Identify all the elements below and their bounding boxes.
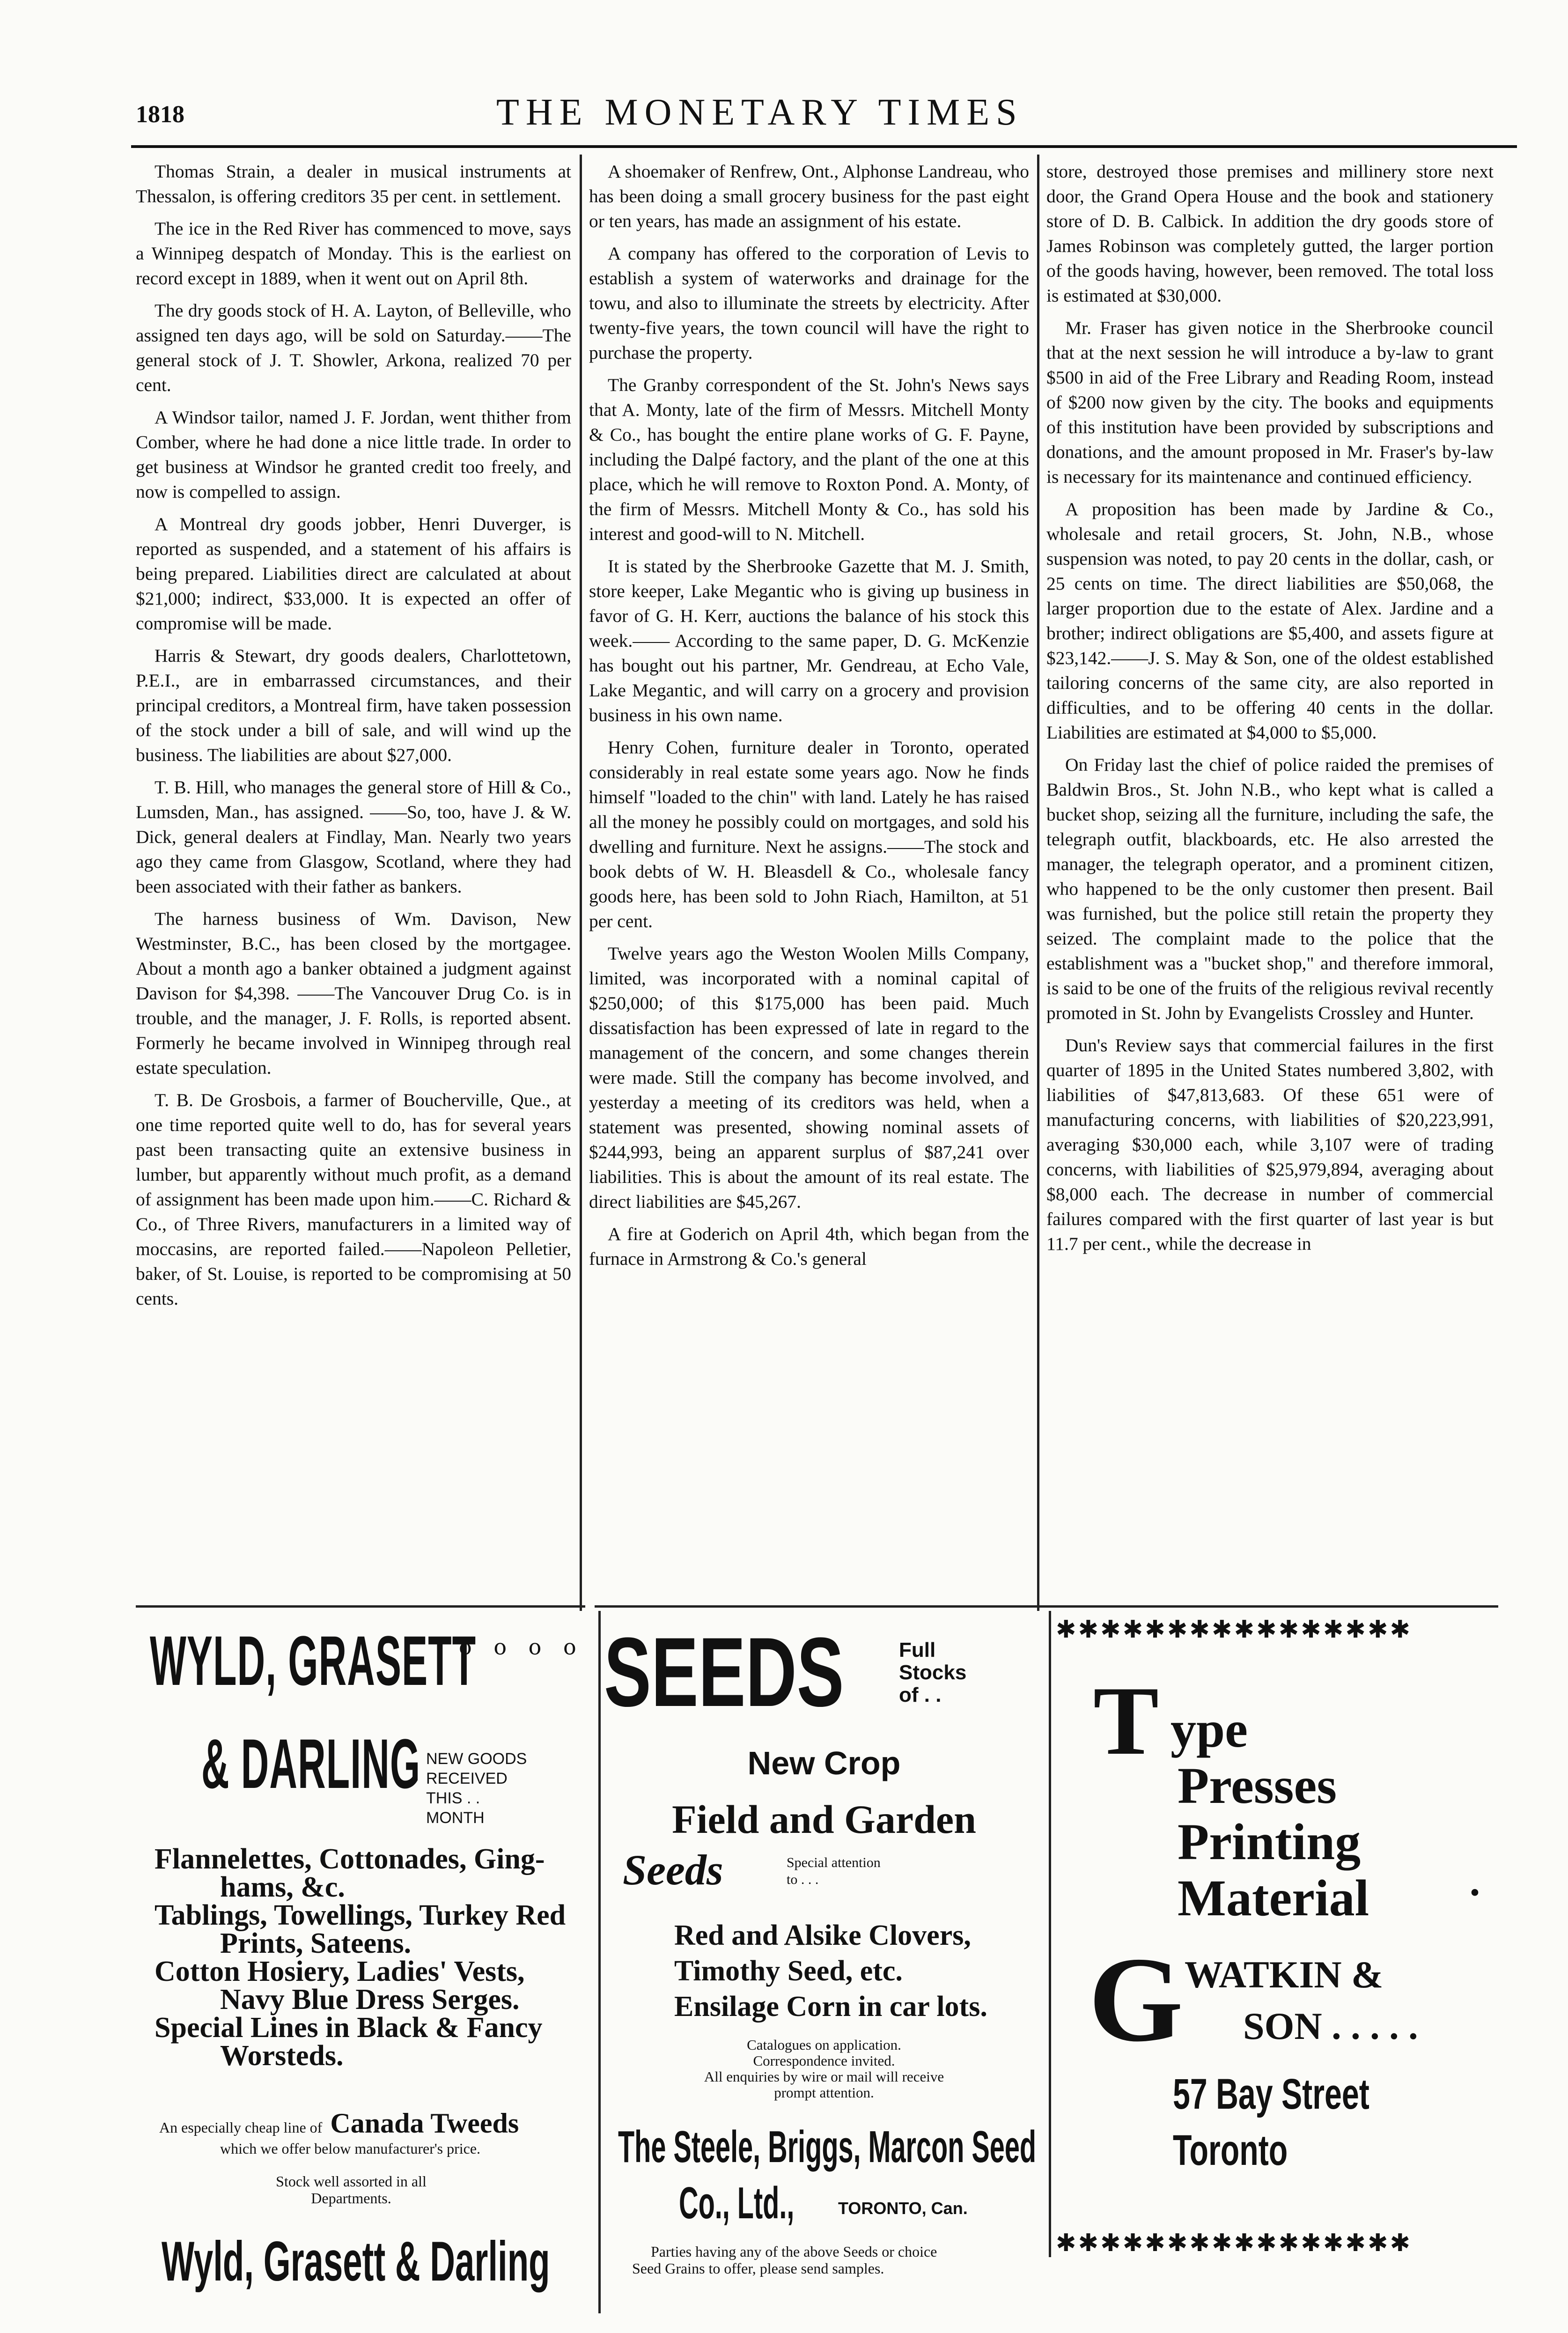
masthead-title: THE MONETARY TIMES xyxy=(496,92,1023,133)
goods-line: Worsteds. xyxy=(220,2040,344,2072)
gwatkin-name: WATKIN & xyxy=(1185,1953,1384,1996)
footer-line: Seed Grains to offer, please send samples. xyxy=(632,2260,884,2277)
printing-word: Printing xyxy=(1178,1813,1361,1870)
seeds-subheading xyxy=(623,1845,723,1895)
news-item: T. B. De Grosbois, a farmer of Boucherville, Que., at one time reported quite well to do, has for several years past been transacting quite an extensive business in lumber, but apparently without much profit, as a demand of assignment has been made upon him.——C. Richard & Co., of Three Rivers, manufacturers in a limited way of moccasins, are reported failed.——Napoleon Pelletier, baker, of St. Louise, is reported to be compromising at 50 cents. xyxy=(136,1090,571,1309)
seeds-heading: SEEDS xyxy=(604,1617,844,1727)
ornament: o o o o xyxy=(459,1634,584,1660)
news-item: Twelve years ago the Weston Woolen Mills Company, limited, was incorporated with a nominal capital of $250,000; of this $175,000 has been paid. Much dissatisfaction has been expressed of late in regard to the management of the concern, and some changes therein were made. Still the company has become involved, and yesterday a meeting of its creditors was held, when a statement was presented, showing nominal assets of $244,993, being an apparent surplus of $87,241 over liabilities. This is about the amount of its real estate. The direct liabilities are $45,267. xyxy=(589,943,1029,1212)
goods-line: Tablings, Towellings, Turkey Red xyxy=(155,1899,566,1931)
seeds-word: Seeds xyxy=(623,1846,723,1894)
goods-line: Cotton Hosiery, Ladies' Vests, xyxy=(155,1956,525,1987)
full-stocks-line: Stocks xyxy=(899,1661,967,1684)
catalogue-line: All enquiries by wire or mail will receive xyxy=(704,2068,944,2085)
news-item: The Granby correspondent of the St. John's News says that A. Monty, late of the firm of Messrs. Mitchell Monty & Co., has bought the entire plane works of G. F. Payne, including the Dalpé factory, and the plant of the one at this place, which he will remove to Roxton Pond. A. Monty, of the firm of Messrs. Mitchell Monty & Co., has sold his interest and good-will to N. Mitchell. xyxy=(589,375,1029,544)
company-name: The Steele, Briggs, Marcon Seed xyxy=(618,2122,1037,2172)
catalogue-note xyxy=(604,2037,1044,2101)
material-word: Material xyxy=(1178,1869,1369,1927)
catalogue-line: Catalogues on application. xyxy=(747,2037,901,2053)
column-divider xyxy=(580,155,582,1611)
price-note: which we offer below manufacturer's price. xyxy=(220,2140,481,2157)
new-goods-notice xyxy=(426,1749,527,1828)
full-stocks-line: Full xyxy=(899,1639,936,1661)
signature-text: Wyld, Grasett & Darling xyxy=(162,2230,550,2293)
street-address: 57 Bay Street xyxy=(1173,2070,1369,2118)
news-item: Thomas Strain, a dealer in musical instruments at Thessalon, is offering creditors 35 per cent. in settlement. xyxy=(136,161,571,207)
goods-line: Flannelettes, Cottonades, Ging- xyxy=(155,1843,545,1875)
news-item: It is stated by the Sherbrooke Gazette that M. J. Smith, store keeper, Lake Megantic who is giving up business in favor of G. H. Kerr, auctions the balance of his stock this week.—— According to the same paper, D. G. McKenzie has bought out his partner, Mr. Gendreau, at Echo Vale, Lake Megantic, and will carry on a grocery and provision business in his own name. xyxy=(589,556,1029,725)
ad-divider xyxy=(598,1611,601,2313)
field-and-garden: Field and Garden xyxy=(672,1797,976,1842)
gwatkin-son-ad xyxy=(1056,1616,1498,2271)
cheap-prefix: An especially cheap line of xyxy=(159,2119,323,2136)
news-item: Henry Cohen, furniture dealer in Toronto, operated considerably in real estate some years ago. Now he finds himself "loaded to the chin" with land. Lately he has raised all the money he possibly could on mortgages, and sold his dwelling and furniture. Next he assigns.——The stock and book debts of W. H. Bleasdell & Co., wholesale fancy goods here, has been sold to John Riach, Hamilton, at 51 per cent. xyxy=(589,737,1029,931)
full-stocks-line: of . . xyxy=(899,1683,942,1706)
news-item: A company has offered to the corporation of Levis to establish a system of waterworks and drainage for the towu, and also to illuminate the streets by electricity. After twenty-five years, the town council will have the right to purchase the property. xyxy=(589,243,1029,363)
goods-line: Special Lines in Black & Fancy xyxy=(155,2012,543,2044)
header-rule xyxy=(131,145,1517,148)
news-item: The dry goods stock of H. A. Layton, of Belleville, who assigned ten days ago, will be sold on Saturday.——The general stock of J. T. Showler, Arkona, realized 70 per cent. xyxy=(136,300,571,395)
bullet: · xyxy=(1468,1869,1482,1916)
goods-list xyxy=(155,1845,566,2070)
seed-item: Timothy Seed, etc. xyxy=(674,1955,903,1987)
news-item: Dun's Review says that commercial failures in the first quarter of 1895 in the United States numbered 3,802, with liabilities of $47,813,683. Of these 651 were of manufacturing concerns, with liabilities of $20,223,991, averaging $30,000 each, while 3,107 were of trading concerns, with liabilities of $25,979,894, averaging about $8,000 each. The decrease in number of commercial failures compared with the first quarter of last year is but 11.7 per cent., while the decrease in xyxy=(1046,1035,1494,1254)
catalogue-line: prompt attention. xyxy=(774,2084,874,2101)
stock-line: Stock well assorted in all xyxy=(276,2173,427,2190)
article-column-3 xyxy=(1046,159,1494,1264)
news-item: On Friday last the chief of police raided the premises of Baldwin Bros., St. John N.B., who kept what is called a bucket shop, seizing all the furniture, including the safe, the telegraph outfit, blackboards, etc. He also arrested the manager, the telegraph operator, and a prominent citizen, who happened to be the only customer then present. Bail was furnished, but the police still retain the property they seized. The complaint made to the police that the establishment was a "bucket shop," and therefore immoral, is said to be one of the fruits of the religious revival recently promoted in St. John by Evangelists Crossley and Hunter. xyxy=(1046,754,1494,1023)
seed-items xyxy=(674,1918,987,2024)
ornament-border-top: ✱✱✱✱✱✱✱✱✱✱✱✱✱✱✱✱ xyxy=(1056,1616,1413,1644)
news-item: Mr. Fraser has given notice in the Sherbrooke council that at the next session he will introduce a by-law to grant $500 in aid of the Free Library and Reading Room, instead of $200 now given by the city. The books and equipments of this institution have been provided by subscriptions and donations, and the amount proposed in Mr. Fraser's by-law is necessary for its maintenance and continued efficiency. xyxy=(1046,317,1494,487)
catalogue-line: Correspondence invited. xyxy=(753,2052,895,2069)
company-city: TORONTO, Can. xyxy=(838,2199,968,2218)
news-item: A Windsor tailor, named J. F. Jordan, went thither from Comber, where he had done a nice little trade. In order to get business at Windsor he granted credit too freely, and now is compelled to assign. xyxy=(136,407,571,502)
notice-line: MONTH xyxy=(426,1809,485,1827)
news-item: The ice in the Red River has commenced to move, says a Winnipeg despatch of Monday. This is the earliest on record except in 1889, when it went out on April 8th. xyxy=(136,218,571,288)
notice-line: RECEIVED xyxy=(426,1770,508,1787)
seed-item: Red and Alsike Clovers, xyxy=(674,1920,971,1951)
ad-top-rule xyxy=(136,1605,585,1608)
city-name: Toronto xyxy=(1173,2126,1288,2174)
goods-line: hams, &c. xyxy=(220,1871,345,1903)
son-name: SON . . . . . xyxy=(1243,2005,1418,2047)
type-initial: T xyxy=(1093,1667,1159,1775)
full-stocks xyxy=(899,1639,966,1706)
ad-top-rule xyxy=(1049,1605,1498,1608)
news-item: A Montreal dry goods jobber, Henri Duverger, is reported as suspended, and a statement of his affairs is being prepared. Liabilities direct are calculated at about $21,000; indirect, $33,000. It is expected an offer of compromise will be made. xyxy=(136,514,571,634)
stock-line: Departments. xyxy=(311,2190,391,2207)
footer-line: Parties having any of the above Seeds or choice xyxy=(651,2243,937,2260)
page-header xyxy=(131,87,1517,138)
special-line: Special attention xyxy=(787,1855,881,1870)
seed-item: Ensilage Corn in car lots. xyxy=(674,1991,987,2023)
seeds-footer xyxy=(632,2243,937,2277)
ad-top-rule xyxy=(595,1605,1058,1608)
canada-tweeds: Canada Tweeds xyxy=(330,2108,519,2139)
new-crop: New Crop xyxy=(747,1745,901,1781)
seeds-title xyxy=(604,1616,937,1729)
type-word: ype xyxy=(1170,1701,1248,1758)
news-item: T. B. Hill, who manages the general store of Hill & Co., Lumsden, Man., has assigned. ——So, too, have J. & W. Dick, general dealers at Findlay, Man. Nearly two years ago they came from Glasgow, Scotland, where they had been associated with their father as bankers. xyxy=(136,777,571,897)
ad-heading: WYLD, GRASETT xyxy=(150,1621,477,1700)
notice-line: THIS . . xyxy=(426,1789,480,1807)
special-attention xyxy=(787,1854,881,1888)
city-line xyxy=(1173,2126,1332,2175)
news-item: The harness business of Wm. Davison, New Westminster, B.C., has been closed by the mortgagee. About a month ago a banker obtained a judgment against Davison for $4,398. ——The Vancouver Drug Co. is in trouble, and the manager, J. F. Rolls, is reported absent. Formerly he became involved in Winnipeg through real estate speculation. xyxy=(136,908,571,1078)
page-number: 1818 xyxy=(136,101,184,128)
stock-note xyxy=(248,2173,454,2207)
wyld-grasett-darling-ad xyxy=(140,1616,595,2318)
notice-line: NEW GOODS xyxy=(426,1750,527,1768)
goods-line: Navy Blue Dress Serges. xyxy=(220,1984,520,2016)
news-item: A fire at Goderich on April 4th, which began from the furnace in Armstrong & Co.'s general xyxy=(589,1224,1029,1269)
address-line xyxy=(1173,2070,1446,2119)
ad-heading: & DARLING xyxy=(201,1724,421,1803)
gwatkin-initial: G xyxy=(1089,1932,1184,2067)
seeds-ad xyxy=(604,1616,1049,2318)
ornament-border-bottom: ✱✱✱✱✱✱✱✱✱✱✱✱✱✱✱✱ xyxy=(1056,2229,1413,2257)
goods-line: Prints, Sateens. xyxy=(220,1927,412,1959)
column-divider xyxy=(1037,155,1039,1611)
news-item: A shoemaker of Renfrew, Ont., Alphonse Landreau, who has been doing a small grocery business for the past eight or ten years, has made an assignment of his estate. xyxy=(589,161,1029,231)
news-item: store, destroyed those premises and millinery store next door, the Grand Opera House and the book and stationery store of D. B. Calbick. In addition the dry goods store of James Robinson was completely gutted, the larger portion of the goods having, however, been removed. The total loss is estimated at $30,000. xyxy=(1046,161,1494,306)
news-item: Harris & Stewart, dry goods dealers, Charlottetown, P.E.I., are in embarrassed circumstances, and their principal creditors, a Montreal firm, have taken possession of the stock under a bill of sale, and will wind up the business. The liabilities are about $27,000. xyxy=(136,645,571,765)
ad-title-line-2 xyxy=(201,1723,600,1804)
cheap-line xyxy=(159,2107,519,2140)
article-column-2 xyxy=(589,159,1029,1279)
company-suffix: Co., Ltd., xyxy=(679,2178,795,2228)
special-line: to . . . xyxy=(787,1872,819,1887)
presses-word: Presses xyxy=(1178,1757,1337,1814)
article-column-1 xyxy=(136,159,571,1319)
news-item: A proposition has been made by Jardine & Co., wholesale and retail grocers, St. John, N.B., whose suspension was noted, to pay 20 cents in the dollar, cash, or 25 cents on time. The direct liabilities are $50,068, the larger proportion due to the estate of Alex. Jardine and a brother; indirect obligations are $5,400, and assets figure at $23,142.——J. S. May & Son, one of the oldest established tailoring concerns of the same city, are also reported in difficulties, and to be offering 40 cents in the dollar. Liabilities are estimated at $4,000 to $5,000. xyxy=(1046,499,1494,743)
